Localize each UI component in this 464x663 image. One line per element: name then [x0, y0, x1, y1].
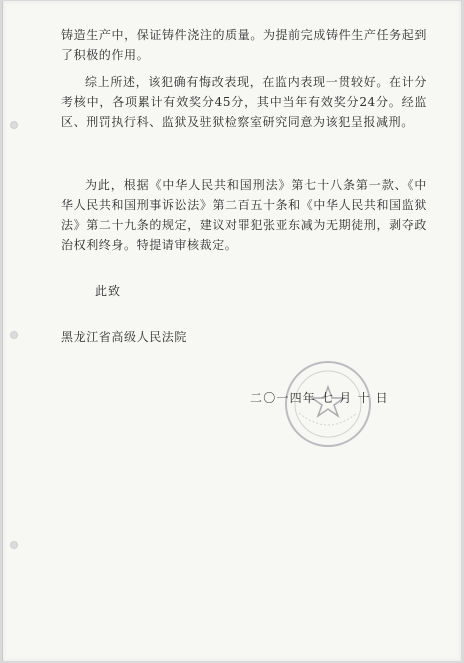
binding-hole [10, 541, 18, 549]
closing-salutation: 此致 [95, 284, 122, 298]
binding-hole [10, 331, 18, 339]
document-page [2, 1, 461, 661]
paragraph-summary: 综上所述，该犯确有悔改表现，在监内表现一贯较好。在计分考核中，各项累计有效奖分45分，其中当年有效奖分24分。经监区、刑罚执行科、监狱及驻狱检察室研究同意为该犯呈报减刑。 [61, 75, 427, 129]
paragraph-recommendation: 为此，根据《中华人民共和国刑法》第七十八条第一款、《中华人民共和国刑事诉讼法》第二百五十条和《中华人民共和国监狱法》第二十九条的规定，建议对罪犯张亚东减为无期徒刑，剥夺政治权利终身。特提请审核裁定。 [61, 178, 427, 252]
document-date: 二〇一四年 七 月 十 日 [250, 391, 389, 405]
paragraph-continuation: 铸造生产中，保证铸件浇注的质量。为提前完成铸件生产任务起到了积极的作用。 [61, 28, 427, 62]
recipient-court: 黑龙江省高级人民法院 [61, 330, 188, 344]
binding-hole [10, 121, 18, 129]
